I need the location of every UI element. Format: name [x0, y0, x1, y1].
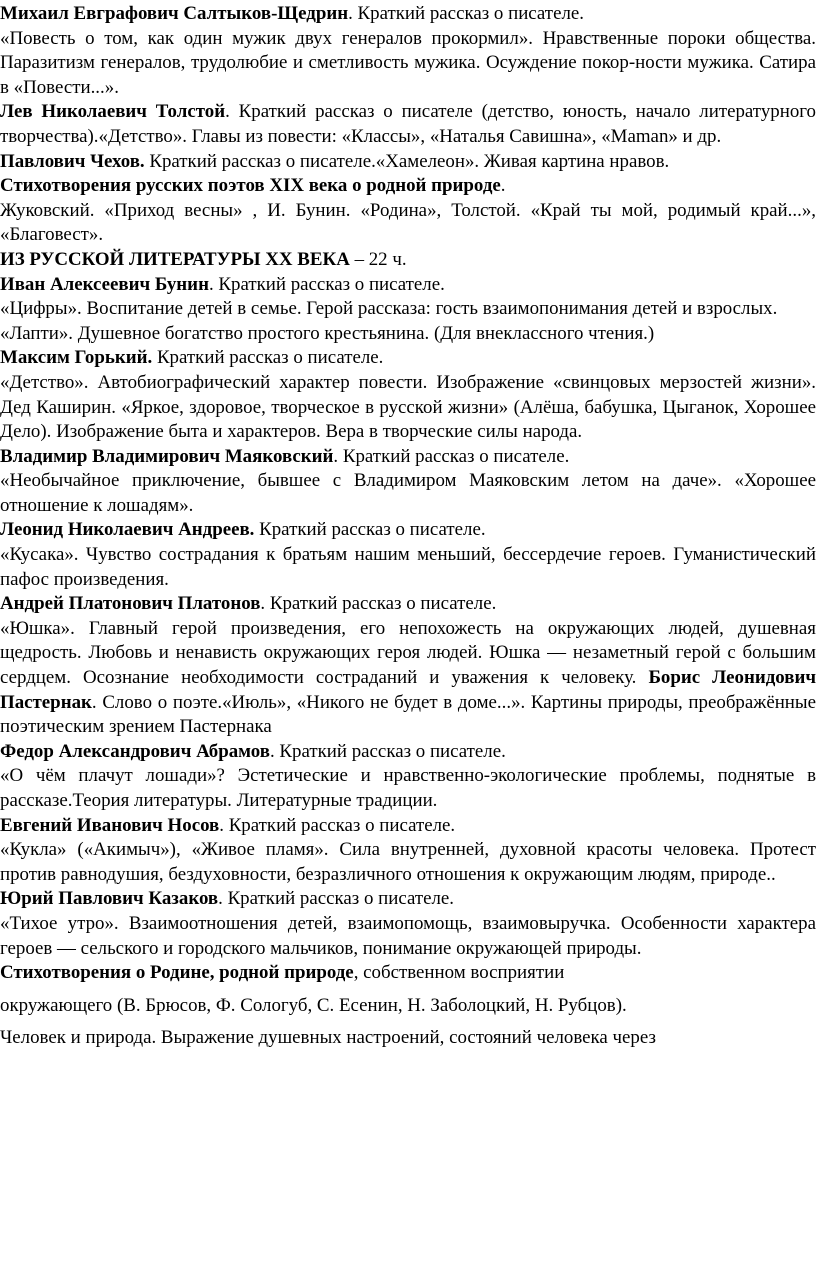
- para-gorky-heading: Максим Горький. Краткий рассказ о писателе.: [0, 347, 384, 369]
- para-bunin-cifry: «Цифры». Воспитание детей в семье. Герой рассказа: гость взаимопонимания детей и взрослых.: [0, 298, 778, 320]
- para-saltykov-heading: Михаил Евграфович Салтыков-Щедрин. Краткий рассказ о писателе.: [0, 3, 584, 24]
- author-chekhov: Павлович Чехов.: [0, 150, 145, 172]
- author-gorky: Максим Горький.: [0, 347, 153, 369]
- author-nosov: Евгений Иванович Носов: [0, 814, 220, 836]
- author-abramov: Федор Александрович Абрамов: [0, 740, 270, 762]
- para-poems-homeland-poets: окружающего (В. Брюсов, Ф. Сологуб, С. Есенин, Н. Заболоцкий, Н. Рубцов).: [0, 994, 627, 1016]
- para-saltykov-text: «Повесть о том, как один мужик двух генералов прокормил». Нравственные пороки общества. Паразитизм генералов, трудолюбие и сметливость мужика. Осуждение покор-ности мужика. Сатира в «Повести...».: [0, 27, 816, 98]
- para-20th-century-heading: ИЗ РУССКОЙ ЛИТЕРАТУРЫ XX ВЕКА – 22 ч.: [0, 248, 407, 270]
- section-poems-19: Стихотворения русских поэтов XIX века о родной природе: [0, 175, 501, 197]
- author-platonov: Андрей Платонович Платонов: [0, 593, 261, 615]
- author-tolstoy: Лев Николаевич Толстой: [0, 101, 226, 123]
- para-poems-19-text: Жуковский. «Приход весны» , И. Бунин. «Родина», Толстой. «Край ты мой, родимый край...», «Благовест».: [0, 199, 816, 246]
- para-bunin-heading: Иван Алексеевич Бунин. Краткий рассказ о писателе.: [0, 273, 445, 295]
- para-kazakov-heading: Юрий Павлович Казаков. Краткий рассказ о писателе.: [0, 888, 455, 910]
- para-andreev-heading: Леонид Николаевич Андреев. Краткий рассказ о писателе.: [0, 519, 486, 541]
- author-kazakov: Юрий Павлович Казаков: [0, 888, 219, 910]
- para-bunin-lapti: «Лапти». Душевное богатство простого крестьянина. (Для внеклассного чтения.): [0, 322, 655, 344]
- para-chekhov: Павлович Чехов. Краткий рассказ о писателе.«Хамелеон». Живая картина нравов.: [0, 150, 670, 172]
- para-abramov-heading: Федор Александрович Абрамов. Краткий рассказ о писателе.: [0, 740, 506, 762]
- para-poems-19-heading: Стихотворения русских поэтов XIX века о родной природе.: [0, 175, 506, 197]
- para-nosov-text: «Кукла» («Акимыч»), «Живое пламя». Сила внутренней, духовной красоты человека. Протест против равнодушия, бездуховности, безразличного отношения к окружающим людям, природе..: [0, 839, 816, 885]
- para-platonov-heading: Андрей Платонович Платонов. Краткий рассказ о писателе.: [0, 593, 497, 615]
- author-mayakovsky: Владимир Владимирович Маяковский: [0, 445, 334, 467]
- para-man-and-nature: Человек и природа. Выражение душевных настроений, состояний человека через: [0, 1027, 656, 1049]
- para-poems-homeland-heading: Стихотворения о Родине, родной природе, собственном восприятии: [0, 962, 565, 984]
- author-bunin: Иван Алексеевич Бунин: [0, 273, 209, 295]
- para-andreev-text: «Кусака». Чувство сострадания к братьям нашим меньший, бессердечие героев. Гуманистический пафос произведения.: [0, 544, 816, 590]
- para-gorky-text: «Детство». Автобиографический характер повести. Изображение «свинцовых мерзостей жизни». Дед Каширин. «Яркое, здоровое, творческое в русской жизни» (Алёша, бабушка, Цыганок, Хорошее Дело). Изображение быта и характеров. Вера в творческие силы народа.: [0, 371, 816, 443]
- para-nosov-heading: Евгений Иванович Носов. Краткий рассказ о писателе.: [0, 814, 456, 836]
- para-mayakovsky-text: «Необычайное приключение, бывшее с Владимиром Маяковским летом на даче». «Хорошее отношение к лошадям».: [0, 470, 816, 516]
- author-andreev: Леонид Николаевич Андреев.: [0, 519, 255, 541]
- section-20th-century: ИЗ РУССКОЙ ЛИТЕРАТУРЫ XX ВЕКА: [0, 248, 350, 270]
- section-poems-homeland: Стихотворения о Родине, родной природе: [0, 962, 354, 984]
- author-saltykov: Михаил Евграфович Салтыков-Щедрин: [0, 3, 349, 24]
- para-mayakovsky-heading: Владимир Владимирович Маяковский. Краткий рассказ о писателе.: [0, 445, 570, 467]
- para-abramov-text: «О чём плачут лошади»? Эстетические и нравственно-экологические проблемы, поднятые в рассказе.Теория литературы. Литературные традиции.: [0, 765, 816, 811]
- para-tolstoy: Лев Николаевич Толстой. Краткий рассказ о писателе (детство, юность, начало литературного творчества).«Детство». Главы из повести: «Классы», «Наталья Савишна», «Maman» и др.: [0, 101, 816, 147]
- author-pasternak: Борис Леонидович Пастернак: [0, 667, 816, 713]
- para-kazakov-text: «Тихое утро». Взаимоотношения детей, взаимопомощь, взаимовыручка. Особенности характера героев — сельского и городского мальчиков, понимание окружающей природы.: [0, 912, 816, 959]
- para-platonov-pasternak-text: «Юшка». Главный герой произведения, его непохожесть на окружающих людей, душевная щедрость. Любовь и ненависть окружающих героя людей. Юшка — незаметный герой с большим сердцем. Осознание необходимости состраданий и уважения к человеку. Борис Леонидович Пастернак. Слово о поэте.«Июль», «Никого не будет в доме...». Картины природы, преображённые поэтическим зрением Пастернака: [0, 617, 816, 738]
